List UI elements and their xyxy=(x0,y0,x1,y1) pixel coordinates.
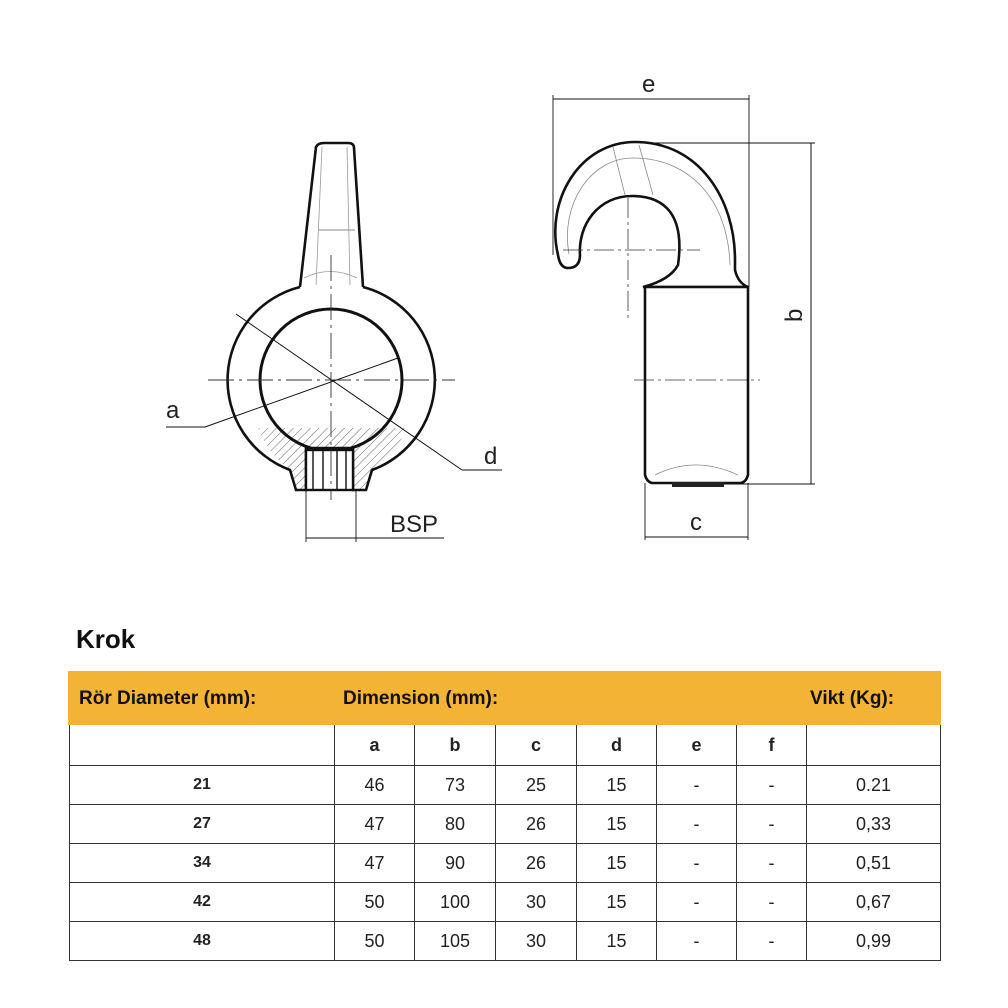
subheader-a: a xyxy=(335,725,415,766)
cell-a: 46 xyxy=(335,766,415,805)
side-view xyxy=(553,95,815,540)
cell-f: - xyxy=(737,805,807,844)
cell-e: - xyxy=(657,805,737,844)
front-view xyxy=(166,143,502,542)
cell-d: 15 xyxy=(577,805,657,844)
subheader-f: f xyxy=(737,725,807,766)
table-row xyxy=(70,805,941,844)
header-pipe-diameter: Rör Diameter (mm): xyxy=(79,688,257,709)
table-row xyxy=(70,844,941,883)
cell-a: 47 xyxy=(335,805,415,844)
cell-c: 30 xyxy=(496,922,577,961)
cell-diameter: 48 xyxy=(70,922,335,961)
cell-f: - xyxy=(737,844,807,883)
cell-weight: 0,99 xyxy=(807,922,941,961)
cell-f: - xyxy=(737,766,807,805)
cell-a: 47 xyxy=(335,844,415,883)
subheader-d: d xyxy=(577,725,657,766)
cell-c: 26 xyxy=(496,844,577,883)
cell-weight: 0,67 xyxy=(807,883,941,922)
product-title: Krok xyxy=(76,624,136,654)
subheader-c: c xyxy=(496,725,577,766)
table-header-band xyxy=(68,671,941,725)
spec-table xyxy=(69,725,941,961)
cell-e: - xyxy=(657,844,737,883)
cell-b: 105 xyxy=(415,922,496,961)
cell-b: 80 xyxy=(415,805,496,844)
cell-b: 100 xyxy=(415,883,496,922)
cell-a: 50 xyxy=(335,922,415,961)
table-row xyxy=(70,922,941,961)
cell-weight: 0.21 xyxy=(807,766,941,805)
subheader-weight xyxy=(807,725,941,766)
cell-c: 25 xyxy=(496,766,577,805)
cell-d: 15 xyxy=(577,844,657,883)
cell-c: 26 xyxy=(496,805,577,844)
cell-diameter: 34 xyxy=(70,844,335,883)
cell-b: 73 xyxy=(415,766,496,805)
subheader-blank xyxy=(70,725,335,766)
table-row xyxy=(70,766,941,805)
cell-b: 90 xyxy=(415,844,496,883)
dim-label-bsp: BSP xyxy=(390,511,439,538)
dim-label-c: c xyxy=(690,509,702,536)
cell-diameter: 21 xyxy=(70,766,335,805)
cell-diameter: 42 xyxy=(70,883,335,922)
cell-e: - xyxy=(657,883,737,922)
table-row xyxy=(70,883,941,922)
cell-a: 50 xyxy=(335,883,415,922)
header-weight: Vikt (Kg): xyxy=(810,688,895,709)
subheader-e: e xyxy=(657,725,737,766)
cell-e: - xyxy=(657,922,737,961)
cell-weight: 0,51 xyxy=(807,844,941,883)
cell-diameter: 27 xyxy=(70,805,335,844)
dim-label-e: e xyxy=(642,71,656,98)
dim-label-a: a xyxy=(166,397,180,424)
cell-e: - xyxy=(657,766,737,805)
subheader-b: b xyxy=(415,725,496,766)
cell-weight: 0,33 xyxy=(807,805,941,844)
cell-d: 15 xyxy=(577,883,657,922)
dim-label-d: d xyxy=(484,443,498,470)
table-subheader-row xyxy=(70,725,941,766)
cell-d: 15 xyxy=(577,766,657,805)
cell-f: - xyxy=(737,883,807,922)
cell-d: 15 xyxy=(577,922,657,961)
dim-label-b: b xyxy=(781,308,808,322)
cell-f: - xyxy=(737,922,807,961)
cell-c: 30 xyxy=(496,883,577,922)
header-dimension: Dimension (mm): xyxy=(343,688,499,709)
